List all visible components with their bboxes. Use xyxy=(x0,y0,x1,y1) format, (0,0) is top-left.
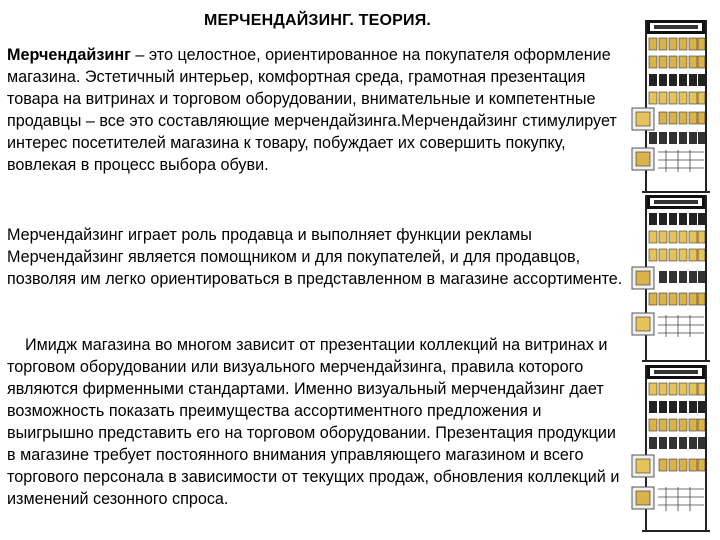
display-rack-image xyxy=(624,195,716,365)
paragraph-role: Мерчендайзинг играет роль продавца и выполняет функции рекламы Мерчендайзинг является помощником и для покупателей, и для продавцов, позволяя им легко ориентироваться в представленном в магазине ассортименте. xyxy=(7,226,623,288)
paragraph-definition xyxy=(7,44,627,176)
display-rack-image xyxy=(624,365,716,535)
display-racks-illustration xyxy=(624,20,716,540)
display-rack-image xyxy=(624,20,716,195)
paragraph-image: Имидж магазина во многом зависит от презентации коллекций на витринах и торговом оборудовании или визуального мерчендайзинга, правила которого являются фирменными стандартами. Именно визуальный мерчендайзинг дает возможность показать преимущества ассортиментного предложения и выигрышно представить его на торговом оборудовании. Презентация продукции в магазине требует постоянного внимания управляющего магазином и всего торгового персонала в зависимости от текущих продаж, обновления коллекций и изменений сезонного спроса. xyxy=(7,336,624,508)
slide-title: МЕРЧЕНДАЙЗИНГ. ТЕОРИЯ. xyxy=(204,12,432,29)
paragraph-definition-text: – это целостное, ориентированное на покупателя оформление магазина. Эстетичный интерьер, комфортная среда, грамотная презентация товара на витринах и торговом оборудовании, внимательные и компетентные продавцы – все это составляющие мерчендайзинга.Мерчендайзинг стимулирует интерес посетителей магазина к товару, побуждает их совершить покупку, вовлекая в процесс выбора обуви. xyxy=(7,46,617,174)
term-highlight: Мерчендайзинг xyxy=(7,46,131,64)
